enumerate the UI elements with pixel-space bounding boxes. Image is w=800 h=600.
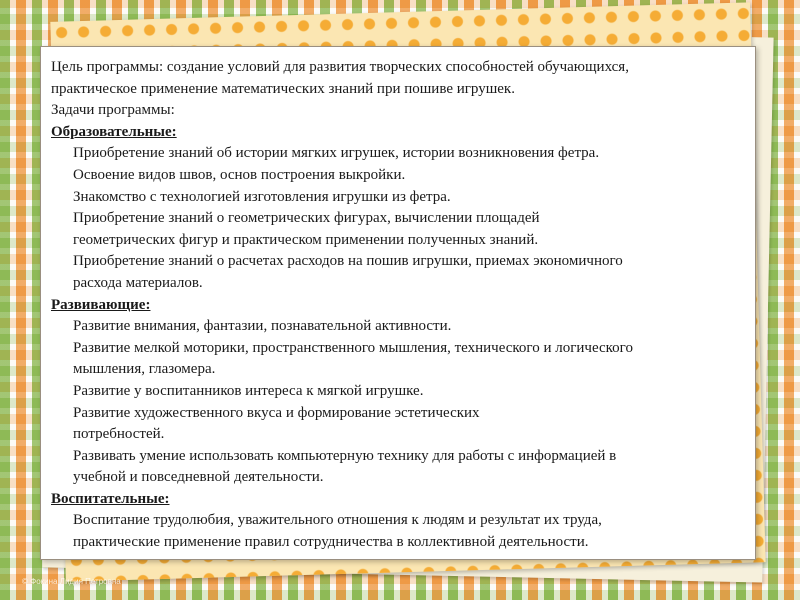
task-item-line: практические применение правил сотрудничества в коллективной деятельности.	[73, 534, 589, 551]
task-item	[51, 208, 743, 251]
section-heading: Образовательные:	[51, 123, 177, 140]
task-item-line: потребностей.	[73, 426, 165, 443]
task-item	[51, 251, 743, 294]
content-card	[40, 46, 756, 560]
task-list	[51, 316, 743, 489]
task-list	[51, 143, 743, 294]
tasks-title: Задачи программы:	[51, 102, 175, 119]
task-item-line: учебной и повседневной деятельности.	[73, 469, 324, 486]
section-heading: Развивающие:	[51, 296, 151, 313]
task-item-line: мышления, глазомера.	[73, 361, 216, 378]
task-item	[51, 143, 743, 165]
task-item-line: Приобретение знаний о расчетах расходов на пошив игрушки, приемах экономичного	[73, 253, 623, 270]
task-item-line: Освоение видов швов, основ построения выкройки.	[73, 166, 406, 183]
task-item-line: Развитие у воспитанников интереса к мягкой игрушке.	[73, 382, 424, 399]
task-item	[51, 510, 743, 553]
task-item	[51, 403, 743, 446]
program-goal-line-1: Цель программы: создание условий для развития творческих способностей обучающихся,	[51, 59, 629, 75]
task-item-line: расхода материалов.	[73, 274, 203, 291]
program-goal-line-2: практическое применение математических знаний при пошиве игрушек.	[51, 80, 515, 97]
task-item-line: Развитие внимания, фантазии, познавательной активности.	[73, 318, 452, 335]
task-item	[51, 381, 743, 403]
task-item-line: Развитие мелкой моторики, пространственного мышления, технического и логического	[73, 339, 633, 356]
task-item-line: Воспитание трудолюбия, уважительного отношения к людям и результат их труда,	[73, 512, 602, 529]
task-item-line: Знакомство с технологией изготовления игрушки из фетра.	[73, 188, 451, 205]
task-item-line: геометрических фигур и практическом применении полученных знаний.	[73, 231, 539, 248]
task-item-line: Развитие художественного вкуса и формирование эстетических	[73, 404, 480, 421]
task-item	[51, 446, 743, 489]
task-item-line: Приобретение знаний об истории мягких игрушек, истории возникновения фетра.	[73, 145, 600, 162]
task-item-line: Развивать умение использовать компьютерную технику для работы с информацией в	[73, 447, 617, 464]
task-item	[51, 187, 743, 209]
watermark: © Фокина Лидия Петровна	[22, 577, 121, 586]
section-heading: Воспитательные:	[51, 490, 170, 507]
task-list	[51, 510, 743, 553]
task-item-line: Приобретение знаний о геометрических фигурах, вычислении площадей	[73, 210, 540, 227]
task-item	[51, 165, 743, 187]
task-sections	[51, 122, 743, 554]
task-item	[51, 316, 743, 338]
task-item	[51, 338, 743, 381]
